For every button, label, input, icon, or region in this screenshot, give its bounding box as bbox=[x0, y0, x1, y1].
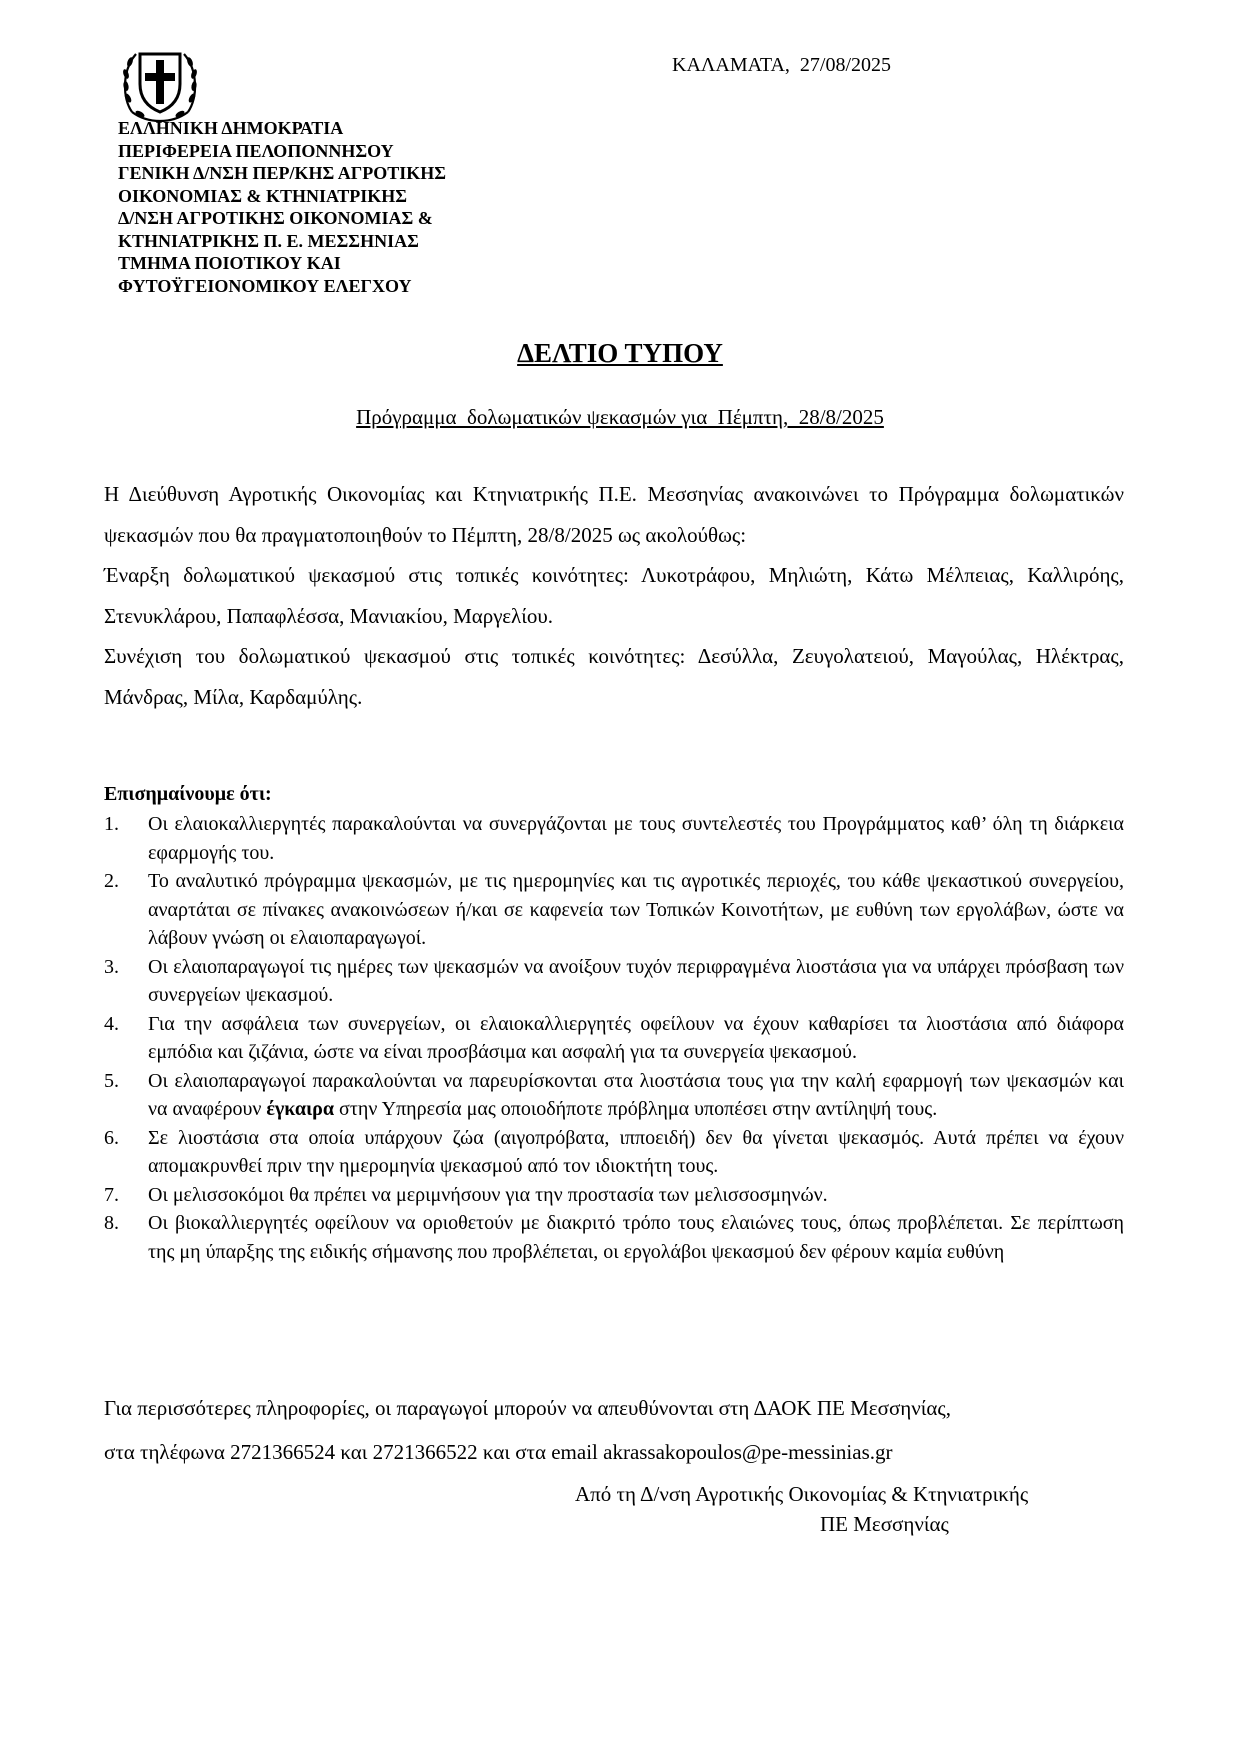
announcement-paragraph: Έναρξη δολωματικού ψεκασμού στις τοπικές κοινότητες: Λυκοτράφου, Μηλιώτη, Κάτω Μέλπειας, Καλλιρόης, Στενυκλάρου, Παπαφλέσσα, Μανιακίου, Μαργελίου. bbox=[104, 563, 1124, 628]
contact-line: στα τηλέφωνα 2721366524 και 2721366522 και στα email akrassakopoulos@pe-messinias.gr bbox=[104, 1440, 893, 1464]
contact-info bbox=[104, 1386, 1124, 1474]
list-number: 7. bbox=[104, 1183, 119, 1206]
list-text-end: στην Υπηρεσία μας οποιοδήποτε πρόβλημα υποπέσει στην αντίληψή τους. bbox=[334, 1098, 938, 1120]
list-text: Το αναλυτικό πρόγραμμα ψεκασμών, με τις ημερομηνίες και τις αγροτικές περιοχές, του κάθε ψεκαστικού συνεργείου, αναρτάται σε πίνακες ανακοινώσεων ή/και σε καφενεία των Τοπικών Κοινοτήτων, με ευθύνη των εργολάβων, ώστε να λάβουν γνώση οι ελαιοπαραγωγοί. bbox=[148, 870, 1124, 949]
list-number: 1. bbox=[104, 813, 119, 835]
announcement-paragraph: Η Διεύθυνση Αγροτικής Οικονομίας και Κτηνιατρικής Π.Ε. Μεσσηνίας ανακοινώνει το Πρόγραμμα δολωματικών ψεκασμών που θα πραγματοποιηθούν το Πέμπτη, 28/8/2025 ως ακολούθως: bbox=[104, 482, 1124, 547]
org-line: ΚΤΗΝΙΑΤΡΙΚΗΣ Π. Ε. ΜΕΣΣΗΝΙΑΣ bbox=[118, 230, 419, 251]
org-line: ΠΕΡΙΦΕΡΕΙΑ ΠΕΛΟΠΟΝΝΗΣΟΥ bbox=[118, 140, 394, 161]
org-line: ΓΕΝΙΚΗ Δ/ΝΣΗ ΠΕΡ/ΚΗΣ ΑΓΡΟΤΙΚΗΣ bbox=[118, 163, 447, 183]
list-item bbox=[104, 810, 1124, 867]
emphasis-text: έγκαιρα bbox=[266, 1098, 335, 1120]
list-number: 2. bbox=[104, 870, 119, 892]
list-text bbox=[148, 1067, 1124, 1124]
notes-heading: Επισημαίνουμε ότι: bbox=[104, 783, 272, 805]
list-item bbox=[104, 1067, 1124, 1124]
issuing-authority bbox=[118, 117, 446, 297]
list-number: 8. bbox=[104, 1212, 119, 1234]
greek-coat-of-arms-icon bbox=[118, 40, 202, 124]
list-number: 5. bbox=[104, 1069, 119, 1092]
list-item bbox=[104, 1181, 1124, 1210]
list-item bbox=[104, 867, 1124, 953]
list-number: 6. bbox=[104, 1126, 119, 1149]
list-item bbox=[104, 1010, 1124, 1067]
notes-list bbox=[104, 810, 1124, 1266]
list-number: 3. bbox=[104, 955, 119, 978]
list-text: Οι βιοκαλλιεργητές οφείλουν να οριοθετούν με διακριτό τρόπο τους ελαιώνες τους, όπως προβλέπεται. Σε περίπτωση της μη ύπαρξης της ειδικής σήμανσης που προβλέπεται, οι εργολάβοι ψεκασμού δεν φέρουν καμία ευθύνη bbox=[148, 1212, 1124, 1263]
org-line: Δ/ΝΣΗ ΑΓΡΟΤΙΚΗΣ ΟΙΚΟΝΟΜΙΑΣ & bbox=[118, 208, 433, 228]
org-line: ΟΙΚΟΝΟΜΙΑΣ & ΚΤΗΝΙΑΤΡΙΚΗΣ bbox=[118, 185, 408, 206]
list-text: Για την ασφάλεια των συνεργείων, οι ελαιοκαλλιεργητές οφείλουν να έχουν καθαρίσει τα λιοστάσια από διάφορα εμπόδια και ζιζάνια, ώστε να είναι προσβάσιμα και ασφαλή για τα συνεργεία ψεκασμού. bbox=[148, 1012, 1124, 1063]
list-text: Οι μελισσοκόμοι θα πρέπει να μεριμνήσουν για την προστασία των μελισσοσμηνών. bbox=[148, 1183, 828, 1206]
list-number: 4. bbox=[104, 1012, 119, 1035]
org-line: ΦΥΤΟΫΓΕΙΟΝΟΜΙΚΟΥ ΕΛΕΓΧΟΥ bbox=[118, 275, 412, 296]
org-line: ΕΛΛΗΝΙΚΗ ΔΗΜΟΚΡΑΤΙΑ bbox=[118, 118, 344, 138]
list-text: Οι ελαιοκαλλιεργητές παρακαλούνται να συνεργάζονται με τους συντελεστές του Προγράμματος καθ’ όλη τη διάρκεια εφαρμογής του. bbox=[148, 813, 1124, 864]
date-line: ΚΑΛΑΜΑΤΑ, 27/08/2025 bbox=[672, 54, 892, 76]
list-item bbox=[104, 1209, 1124, 1266]
list-text: Οι ελαιοπαραγωγοί τις ημέρες των ψεκασμών να ανοίξουν τυχόν περιφραγμένα λιοστάσια για να υπάρχει πρόσβαση των συνεργείων ψεκασμού. bbox=[148, 955, 1124, 1006]
org-line: ΤΜΗΜΑ ΠΟΙΟΤΙΚΟΥ ΚΑΙ bbox=[118, 253, 341, 273]
list-item bbox=[104, 1124, 1124, 1181]
contact-line: Για περισσότερες πληροφορίες, οι παραγωγοί μπορούν να απευθύνονται στη ΔΑΟΚ ΠΕ Μεσσηνίας, bbox=[104, 1396, 951, 1420]
announcement-body bbox=[104, 474, 1124, 717]
list-text: Σε λιοστάσια στα οποία υπάρχουν ζώα (αιγοπρόβατα, ιπποειδή) δεν θα γίνεται ψεκασμός. Αυτά πρέπει να έχουν απομακρυνθεί πριν την ημερομηνία ψεκασμού από τον ιδιοκτήτη τους. bbox=[148, 1126, 1124, 1177]
signature-line: ΠΕ Μεσσηνίας bbox=[820, 1512, 949, 1536]
signature-block bbox=[575, 1479, 1130, 1539]
list-text-start: Οι ελαιοπαραγωγοί παρακαλούνται να παρευρίσκονται στα λιοστάσια τους για την καλή εφαρμογή των ψεκασμών και να αναφέρουν bbox=[148, 1069, 1124, 1120]
list-item bbox=[104, 953, 1124, 1010]
announcement-paragraph: Συνέχιση του δολωματικού ψεκασμού στις τοπικές κοινότητες: Δεσύλλα, Ζευγολατειού, Μαγούλας, Ηλέκτρας, Μάνδρας, Μίλα, Καρδαμύλης. bbox=[104, 644, 1124, 709]
document-title: ΔΕΛΤΙΟ ΤΥΠΟΥ bbox=[517, 338, 723, 368]
document-subtitle: Πρόγραμμα δολωματικών ψεκασμών για Πέμπτη, 28/8/2025 bbox=[356, 405, 884, 429]
signature-line: Από τη Δ/νση Αγροτικής Οικονομίας & Κτηνιατρικής bbox=[575, 1482, 1029, 1506]
